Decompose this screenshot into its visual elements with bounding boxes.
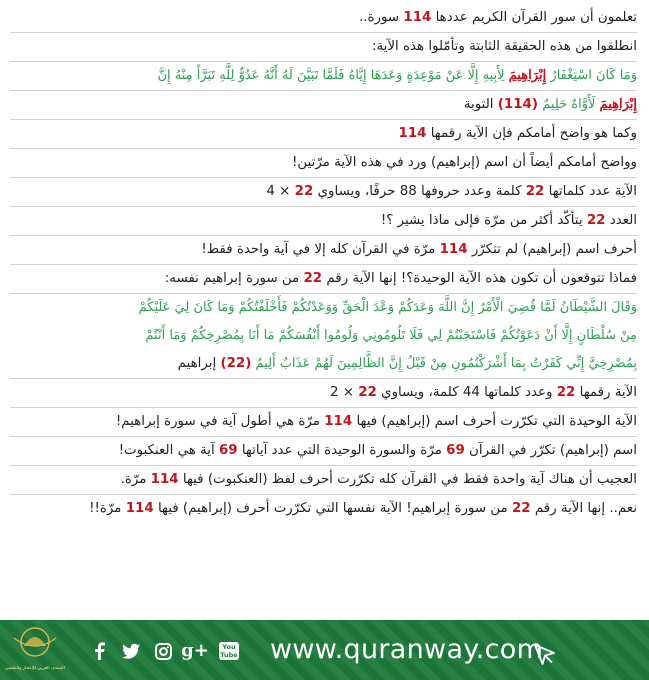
cursor-pointer-icon [532,642,558,668]
verse-line-1: وَمَا كَانَ اسْتِغْفَارُ إِبْرَاهِيمَ لِأَبِيهِ إِلَّا عَنْ مَوْعِدَةٍ وَعَدَهَا إِيَّاهُ فَلَمَّا تَبَيَّنَ لَهُ أَنَّهُ عَدُوٌّ لِلَّهِ تَبَرَّأَ مِنْهُ إِنَّ [10,62,637,91]
text-line-7: الآية عدد كلماتها 22 كلمة وعدد حروفها 88 حرفًا، ويساوي 22 × 4 [10,178,637,207]
verse-line-4: مِنْ سُلْطَانٍ إِلَّا أَنْ دَعَوْتُكُمْ فَاسْتَجَبْتُمْ لِي فَلَا تَلُومُونِي وَلُومُوا أَنْفُسَكُمْ مَا أَنَا بِمُصْرِخِكُمْ وَمَا أَنْتُمْ [145,328,637,343]
text-line-5: وكما هو واضح أمامكم فإن الآية رقمها 114 [10,120,637,149]
footer-bar [0,620,649,680]
text-line-16: اسم (إبراهيم) تكرّر في القرآن 69 مرّة والسورة الوحيدة التي عدد آياتها 69 آية هي العنكبوت! [10,437,637,466]
google-plus-icon[interactable] [181,640,209,661]
text-line-18: نعم.. إنها الآية رقم 22 من سورة إبراهيم! الآية نفسها التي تكرّرت أحرف (إبراهيم) فيها 114 مرّة!! [89,501,637,516]
text-line-1: تعلمون أن سور القرآن الكريم عددها 114 سورة.. [10,4,637,33]
youtube-icon[interactable] [218,642,240,660]
text-line-10: فماذا تتوقعون أن تكون هذه الآية الوحيدة؟! إنها الآية رقم 22 من سورة إبراهيم نفسه: [10,265,637,294]
logo-caption: المنتدى العربي للإعجاز والتفسير [5,666,65,671]
text-line-14: الآية رقمها 22 وعدد كلماتها 44 كلمة، ويساوي 22 × 2 [10,379,637,408]
text-line-6: وواضح أمامكم أيضاً أن اسم (إبراهيم) ورد في هذه الآية مرّتين! [10,149,637,178]
facebook-icon[interactable] [90,642,108,660]
verse-line-2: إِبْرَاهِيمَ لَأَوَّاهٌ حَلِيمٌ (114) التوبة [10,91,637,120]
text-line-2: انطلقوا من هذه الحقيقة الثابتة وتأمّلوا هذه الآية: [10,33,637,62]
website-link[interactable]: www.quranway.com [270,634,544,665]
verse-line-3: وَقَالَ الشَّيْطَانُ لَمَّا قُضِيَ الْأَمْرُ إِنَّ اللَّهَ وَعَدَكُمْ وَعْدَ الْحَقِّ وَوَعَدْتُكُمْ فَأَخْلَفْتُكُمْ وَمَا كَانَ لِيَ عَلَيْكُمْ [138,300,637,315]
text-line-15: الآية الوحيدة التي تكرّرت أحرف اسم (إبراهيم) فيها 114 مرّة هي أطول آية في سورة إبراهيم! [10,408,637,437]
twitter-icon[interactable] [122,642,140,660]
verse-line-5: بِمُصْرِخِيَّ إِنِّي كَفَرْتُ بِمَا أَشْرَكْتُمُونِ مِنْ قَبْلُ إِنَّ الظَّالِمِينَ لَهُمْ عَذَابٌ أَلِيمٌ (22) إبراهيم [10,350,637,379]
site-logo[interactable] [4,624,66,676]
text-line-8: العدد 22 يتأكّد أكثر من مرّة فإلى ماذا يشير ؟! [10,207,637,236]
text-line-9: أحرف اسم (إبراهيم) لم تتكرّر 114 مرّة في القرآن كله إلا في آية واحدة فقط! [10,236,637,265]
social-icons [90,642,240,660]
text-line-17: العجيب أن هناك آية واحدة فقط في القرآن كله تكرّرت أحرف لفظ (العنكبوت) فيها 114 مرّة. [10,466,637,495]
google-plus-label: g+ [181,640,209,661]
instagram-icon[interactable] [154,642,172,660]
youtube-label: You Tube [220,643,238,659]
